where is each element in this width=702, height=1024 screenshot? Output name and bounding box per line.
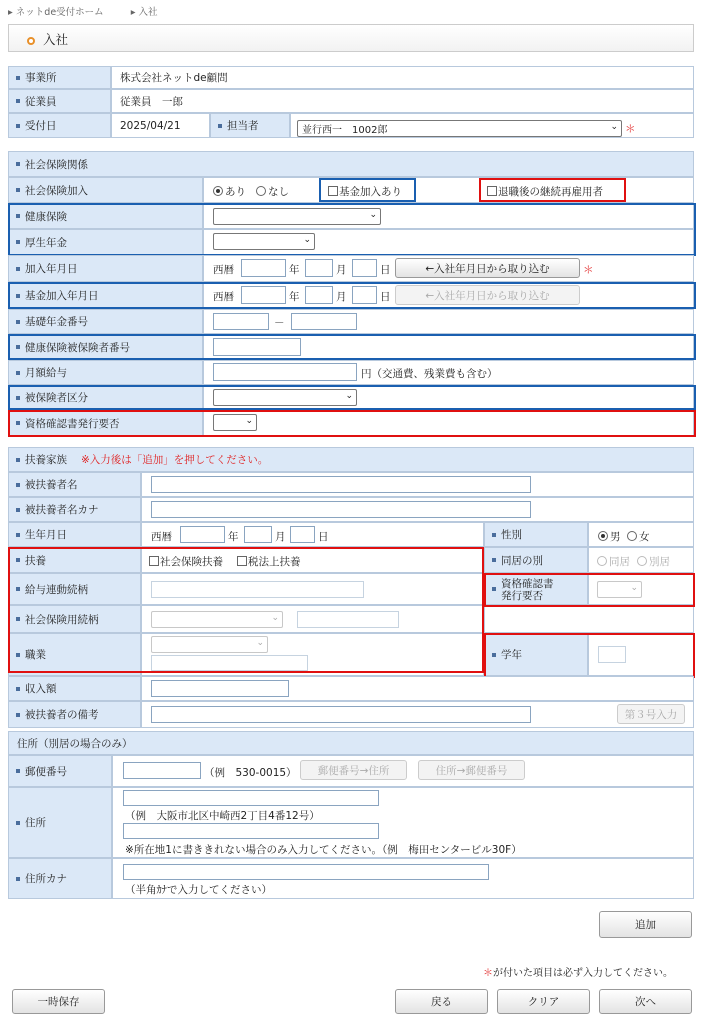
- join-yes-radio[interactable]: あり: [213, 184, 246, 199]
- dep-social-checkbox[interactable]: 社会保険扶養: [149, 554, 223, 569]
- address-to-postal-button[interactable]: 住所→郵便番号: [418, 760, 525, 780]
- basic-pension-input-1[interactable]: [213, 313, 269, 330]
- date-value: 2025/04/21: [111, 113, 210, 138]
- breadcrumb-home[interactable]: ▸ ネットde受付ホーム: [8, 7, 104, 18]
- dependent-kana-label: 被扶養者名カナ: [8, 497, 141, 522]
- day-text: 日: [318, 531, 329, 543]
- temp-save-button[interactable]: 一時保存: [12, 989, 105, 1014]
- health-no-highlight: [8, 334, 696, 360]
- circle-icon: [27, 37, 35, 45]
- address-section-header: 住所（別居の場合のみ）: [8, 731, 694, 755]
- chevron-down-icon: ⌄: [245, 416, 253, 426]
- join-no-radio[interactable]: なし: [256, 184, 289, 199]
- cert-highlight: [8, 410, 696, 437]
- asterisk-icon: ＊: [483, 968, 493, 979]
- empty-cell: [484, 605, 694, 633]
- gender-label: 性別: [484, 522, 588, 547]
- health-pension-highlight: [8, 203, 696, 256]
- era-text: 西暦: [151, 531, 172, 543]
- living-label: 同居の別: [484, 547, 588, 573]
- chevron-down-icon: ⌄: [610, 122, 618, 132]
- month-text: 月: [336, 291, 347, 303]
- month-text: 月: [336, 264, 347, 276]
- staff-label: 担当者: [210, 113, 290, 138]
- gender-male-radio[interactable]: 男: [598, 529, 621, 544]
- no3-input-button[interactable]: 第３号入力: [617, 704, 685, 724]
- cert-label: 資格確認書発行要否: [8, 410, 203, 436]
- dependent-highlight: [8, 547, 484, 673]
- salary-relation-label: 給与連動続柄: [8, 573, 141, 605]
- chevron-down-icon: ⌄: [303, 235, 311, 245]
- basic-pension-input-2[interactable]: [291, 313, 357, 330]
- add-button[interactable]: 追加: [599, 911, 692, 938]
- pension-label: 厚生年金: [8, 229, 203, 255]
- health-insurance-label: 健康保険: [8, 203, 203, 229]
- grade-highlight: [484, 633, 695, 678]
- dependent-type-label: 扶養: [8, 547, 141, 573]
- next-button[interactable]: 次へ: [599, 989, 692, 1014]
- join-import-button[interactable]: ←入社年月日から取り込む: [395, 258, 580, 278]
- address-kana-label: 住所カナ: [8, 858, 112, 899]
- month-text: 月: [275, 531, 286, 543]
- rehire-highlight: [479, 178, 626, 202]
- social-relation-label: 社会保険用続柄: [8, 605, 141, 633]
- remarks-input[interactable]: [151, 706, 531, 723]
- fund-import-button[interactable]: ←入社年月日から取り込む: [395, 285, 580, 305]
- address-note: ※所在地1に書ききれない場合のみ入力してください。（例 梅田センタービル30F）: [125, 844, 522, 856]
- day-text: 日: [380, 291, 391, 303]
- income-input[interactable]: [151, 680, 289, 697]
- insured-type-highlight: [8, 385, 696, 410]
- era-text: 西暦: [213, 264, 234, 276]
- fund-join-checkbox[interactable]: 基金加入あり: [328, 184, 402, 199]
- salary-input[interactable]: [213, 363, 357, 381]
- dep-cert-label: 資格確認書 発行要否: [484, 573, 588, 605]
- birth-label: 生年月日: [8, 522, 141, 547]
- required-mark: ＊: [625, 123, 636, 135]
- required-mark: ＊: [583, 264, 594, 276]
- fund-date-highlight: [8, 282, 696, 309]
- living-same-radio[interactable]: 同居: [597, 554, 630, 569]
- staff-select[interactable]: 並行西一 1002郎 ⌄: [297, 120, 622, 137]
- gender-female-radio[interactable]: 女: [627, 529, 650, 544]
- day-text: 日: [380, 264, 391, 276]
- year-text: 年: [228, 531, 239, 543]
- employee-value: 従業員 一郎: [111, 89, 694, 113]
- dependent-name-input[interactable]: [151, 476, 531, 493]
- birth-month-input[interactable]: [244, 526, 272, 543]
- breadcrumb: [8, 4, 182, 18]
- postal-input[interactable]: [123, 762, 201, 779]
- dep-cert-highlight: [484, 573, 695, 607]
- join-month-input[interactable]: [305, 259, 333, 277]
- chevron-down-icon: ⌄: [345, 391, 353, 401]
- postal-label: 郵便番号: [8, 755, 112, 787]
- address-kana-input[interactable]: [123, 864, 489, 880]
- remarks-label: 被扶養者の備考: [8, 701, 141, 728]
- page-header: [8, 24, 694, 52]
- address-input-2[interactable]: [123, 823, 379, 839]
- employee-label: 従業員: [8, 89, 111, 113]
- dash-text: －: [274, 317, 285, 329]
- salary-label: 月額給与: [8, 360, 203, 385]
- era-text: 西暦: [213, 291, 234, 303]
- join-day-input[interactable]: [352, 259, 377, 277]
- social-section-header: 社会保険関係: [8, 151, 694, 177]
- basic-pension-label: 基礎年金番号: [8, 309, 203, 334]
- fund-join-highlight: [319, 178, 416, 202]
- breadcrumb-current: ▸ 入社: [130, 7, 158, 18]
- required-note: ＊が付いた項目は必ず入力してください。: [483, 968, 673, 979]
- job-label: 職業: [8, 633, 141, 676]
- postal-example: （例 530-0015）: [204, 767, 297, 779]
- rehire-checkbox[interactable]: 退職後の継続再雇用者: [487, 184, 603, 199]
- back-button[interactable]: 戻る: [395, 989, 488, 1014]
- dependent-name-label: 被扶養者名: [8, 472, 141, 497]
- address-example: （例 大阪市北区中崎西2丁目4番12号）: [125, 810, 320, 822]
- salary-note: 円（交通費、残業費も含む）: [361, 368, 498, 380]
- chevron-down-icon: ⌄: [369, 210, 377, 220]
- address-kana-note: （半角ｶﾅで入力してください）: [125, 884, 272, 896]
- grade-label: 学年: [484, 633, 588, 676]
- chevron-down-icon: ⌄: [271, 613, 279, 623]
- date-label: 受付日: [8, 113, 111, 138]
- year-text: 年: [289, 291, 300, 303]
- insured-type-label: 被保険者区分: [8, 385, 203, 410]
- address-label: 住所: [8, 787, 112, 858]
- join-year-input[interactable]: [241, 259, 286, 277]
- social-join-label: 社会保険加入: [8, 177, 203, 203]
- office-label: 事業所: [8, 66, 111, 89]
- chevron-down-icon: ⌄: [256, 638, 264, 648]
- join-date-label: 加入年月日: [8, 255, 203, 282]
- year-text: 年: [289, 264, 300, 276]
- address-input-1[interactable]: [123, 790, 379, 806]
- dependent-kana-input[interactable]: [151, 501, 531, 518]
- birth-day-input[interactable]: [290, 526, 315, 543]
- income-label: 収入額: [8, 676, 141, 701]
- postal-to-address-button[interactable]: 郵便番号→住所: [300, 760, 407, 780]
- living-separate-radio[interactable]: 別居: [637, 554, 670, 569]
- dep-tax-checkbox[interactable]: 税法上扶養: [237, 554, 301, 569]
- clear-button[interactable]: クリア: [497, 989, 590, 1014]
- office-value: 株式会社ネットde顧問: [111, 66, 694, 89]
- health-no-label: 健康保険被保険者番号: [8, 334, 203, 360]
- birth-year-input[interactable]: [180, 526, 225, 543]
- fund-date-label: 基金加入年月日: [8, 282, 203, 309]
- family-section-header: 扶養家族 ※入力後は「追加」を押してください。: [8, 447, 694, 472]
- family-section-note: ※入力後は「追加」を押してください。: [81, 454, 269, 466]
- page-title: 入社: [43, 32, 69, 47]
- chevron-down-icon: ⌄: [630, 583, 638, 593]
